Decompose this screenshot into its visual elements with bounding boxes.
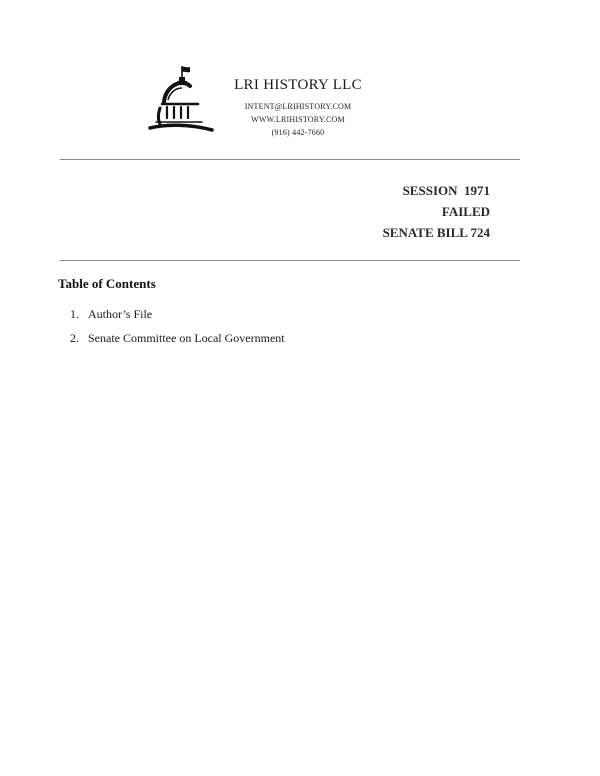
capitol-dome-icon: [146, 64, 214, 138]
toc-item-label: Author’s File: [88, 307, 153, 321]
toc-list: [70, 306, 285, 354]
toc-heading: Table of Contents: [58, 276, 156, 291]
toc-item-number: 2.: [70, 331, 79, 345]
session-label: SESSION 1971: [402, 183, 490, 198]
top-divider: [60, 159, 520, 160]
bill-number: SENATE BILL 724: [382, 225, 490, 240]
company-phone: (916) 442-7660: [271, 128, 325, 137]
company-info: [218, 76, 378, 139]
toc-item-label: Senate Committee on Local Government: [88, 331, 285, 345]
bottom-divider: [60, 260, 520, 261]
toc-item-number: 1.: [70, 307, 79, 321]
company-website: WWW.LRIHISTORY.COM: [251, 115, 345, 124]
toc-item-authors-file[interactable]: [70, 306, 285, 330]
toc-item-senate-committee[interactable]: [70, 330, 285, 354]
company-email: INTENT@LRIHISTORY.COM: [244, 102, 352, 111]
company-name: LRI HISTORY LLC: [234, 77, 362, 93]
bill-info: [383, 180, 490, 243]
bill-status: FAILED: [441, 204, 490, 219]
